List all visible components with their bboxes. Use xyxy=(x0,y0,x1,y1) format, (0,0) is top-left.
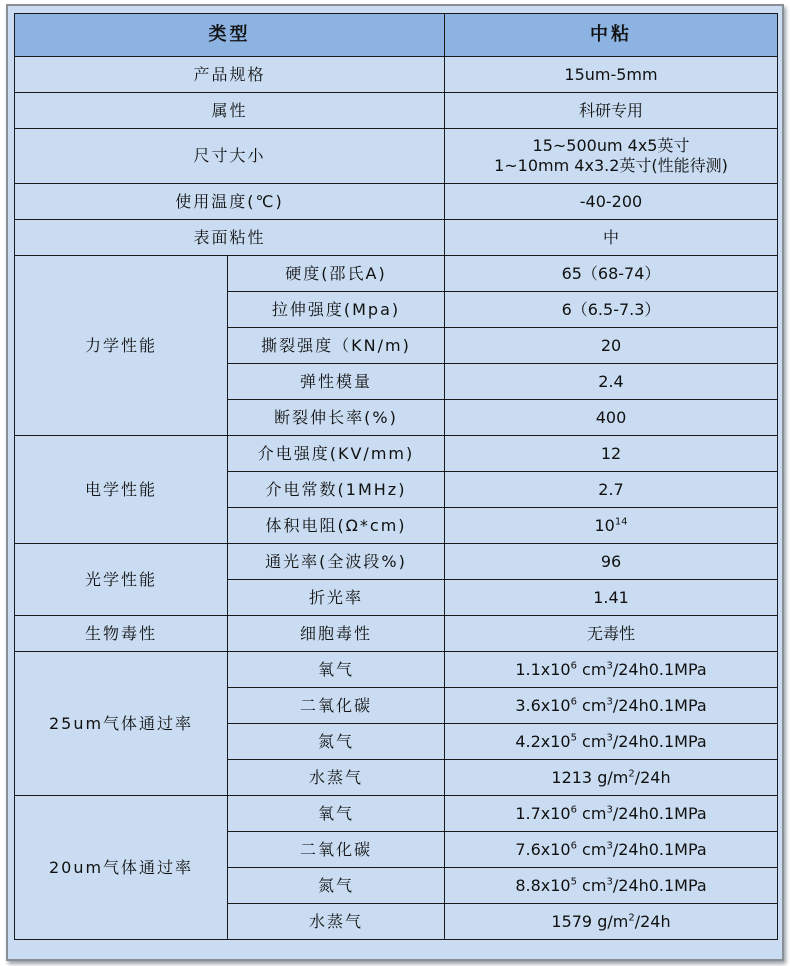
row-value: 20 xyxy=(445,328,778,364)
row-value xyxy=(445,129,778,184)
row-label: 硬度(邵氏A) xyxy=(228,256,445,292)
row-label: 介电常数(1MHz) xyxy=(228,472,445,508)
row-value: 1213 $g/m^2/24h$ xyxy=(445,760,778,796)
table-row xyxy=(15,436,778,472)
row-label: 表面粘性 xyxy=(15,220,445,256)
table-row xyxy=(15,616,778,652)
row-label: 拉伸强度(Mpa) xyxy=(228,292,445,328)
group-label-gas-25um: 25um气体通过率 xyxy=(15,652,228,796)
row-label: 尺寸大小 xyxy=(15,129,445,184)
row-label: 氧气 xyxy=(228,652,445,688)
row-value: $1.7x10^6$ $cm^3/24h0.1MPa$ xyxy=(445,796,778,832)
row-value: 96 xyxy=(445,544,778,580)
row-value: 1579 $g/m^2/24h$ xyxy=(445,904,778,940)
row-label: 介电强度(KV/mm) xyxy=(228,436,445,472)
row-label: 氧气 xyxy=(228,796,445,832)
row-value: -40-200 xyxy=(445,184,778,220)
row-value: 1.41 xyxy=(445,580,778,616)
row-label: 产品规格 xyxy=(15,57,445,93)
row-label: 属性 xyxy=(15,93,445,129)
group-label-optical: 光学性能 xyxy=(15,544,228,616)
group-label-mechanical: 力学性能 xyxy=(15,256,228,436)
row-value: $7.6x10^6$ $cm^3/24h0.1MPa$ xyxy=(445,832,778,868)
table-row xyxy=(15,256,778,292)
table-row xyxy=(15,93,778,129)
table-row xyxy=(15,129,778,184)
row-value: 中 xyxy=(445,220,778,256)
row-value: $4.2x10^5$ $cm^3/24h0.1MPa$ xyxy=(445,724,778,760)
row-value: $3.6x10^6$ $cm^3/24h0.1MPa$ xyxy=(445,688,778,724)
row-value: 2.4 xyxy=(445,364,778,400)
value-header: 中粘 xyxy=(445,14,778,57)
row-label: 弹性模量 xyxy=(228,364,445,400)
row-label: 氮气 xyxy=(228,868,445,904)
row-value: 2.7 xyxy=(445,472,778,508)
row-label: 使用温度(℃) xyxy=(15,184,445,220)
value-base: 10 xyxy=(594,515,615,535)
row-label: 断裂伸长率(%) xyxy=(228,400,445,436)
row-label: 通光率(全波段%) xyxy=(228,544,445,580)
row-value: 65（68-74） xyxy=(445,256,778,292)
row-label: 二氧化碳 xyxy=(228,688,445,724)
row-value: 无毒性 xyxy=(445,616,778,652)
table-row xyxy=(15,57,778,93)
row-value: 科研专用 xyxy=(445,93,778,129)
row-label: 撕裂强度（KN/m) xyxy=(228,328,445,364)
row-label: 细胞毒性 xyxy=(228,616,445,652)
table-row xyxy=(15,652,778,688)
row-label: 水蒸气 xyxy=(228,760,445,796)
table-row xyxy=(15,796,778,832)
row-label: 水蒸气 xyxy=(228,904,445,940)
group-label-gas-20um: 20um气体通过率 xyxy=(15,796,228,940)
group-label-electrical: 电学性能 xyxy=(15,436,228,544)
value-exponent: 14 xyxy=(614,516,628,528)
row-value: $8.8x10^5$ $cm^3/24h0.1MPa$ xyxy=(445,868,778,904)
row-label: 体积电阻(Ω*cm) xyxy=(228,508,445,544)
row-value: 15um-5mm xyxy=(445,57,778,93)
table-row xyxy=(15,544,778,580)
table-row xyxy=(15,184,778,220)
row-value: 400 xyxy=(445,400,778,436)
row-label: 折光率 xyxy=(228,580,445,616)
row-label: 氮气 xyxy=(228,724,445,760)
size-line-2: 1~10mm 4x3.2英寸(性能待测) xyxy=(494,156,728,175)
type-header: 类型 xyxy=(15,14,445,57)
spec-table xyxy=(14,13,778,940)
group-label-bio: 生物毒性 xyxy=(15,616,228,652)
table-row xyxy=(15,220,778,256)
row-label: 二氧化碳 xyxy=(228,832,445,868)
size-line-1: 15~500um 4x5英寸 xyxy=(532,136,690,155)
table-header-row xyxy=(15,14,778,57)
row-value: 6（6.5-7.3） xyxy=(445,292,778,328)
row-value: $1.1x10^6$ $cm^3/24h0.1MPa$ xyxy=(445,652,778,688)
row-value: 12 xyxy=(445,436,778,472)
row-value xyxy=(445,508,778,544)
